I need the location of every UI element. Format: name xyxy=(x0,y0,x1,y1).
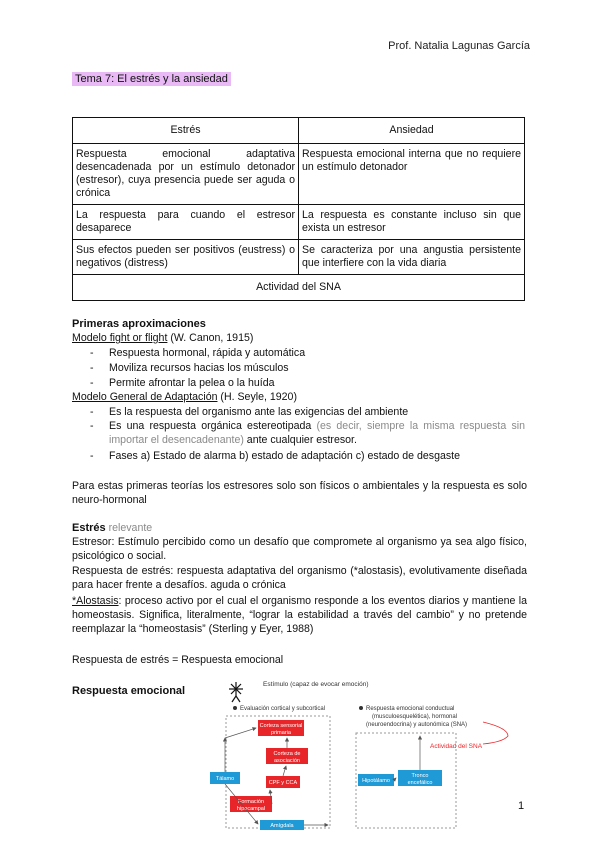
svg-text:Hipotálamo: Hipotálamo xyxy=(362,778,390,784)
table-header-row xyxy=(73,118,525,144)
response-label-3: (neuroendocrina) y autonómica (SNA) xyxy=(366,722,468,728)
section-title-respuesta-emocional: Respuesta emocional xyxy=(72,685,186,697)
header-cell-ansiedad: Ansiedad xyxy=(299,118,525,144)
model-ref: (H. Seyle, 1920) xyxy=(217,391,297,403)
theories-note: Para estas primeras teorías los estresores solo son físicos o ambientales y la respuesta es solo neuro-hormonal xyxy=(72,480,527,506)
svg-text:Tálamo: Tálamo xyxy=(215,776,235,782)
svg-text:encefálico: encefálico xyxy=(407,780,433,786)
section-title-estres: Estrés relevante xyxy=(72,522,153,534)
table-cell: Sus efectos pueden ser positivos (eustress) o negativos (distress) xyxy=(73,240,299,275)
svg-text:Formación: Formación xyxy=(238,799,264,805)
topic-title: Tema 7: El estrés y la ansiedad xyxy=(72,72,231,86)
table-cell: La respuesta es constante incluso sin que exista un estresor xyxy=(299,205,525,240)
svg-text:Corteza sensorial: Corteza sensorial xyxy=(259,723,303,729)
svg-text:Corteza de: Corteza de xyxy=(273,751,301,757)
emotional-response-diagram xyxy=(208,678,528,838)
author-header: Prof. Natalia Lagunas García xyxy=(388,40,530,52)
table-row xyxy=(73,144,525,205)
stimulus-burst-icon xyxy=(229,682,243,702)
model-name: Modelo fight or flight xyxy=(72,332,168,344)
table-footer-cell: Actividad del SNA xyxy=(73,275,525,301)
svg-text:primaria: primaria xyxy=(271,730,291,736)
svg-text:asociación: asociación xyxy=(274,758,300,764)
model-fight-or-flight xyxy=(72,331,527,345)
svg-text:Amígdala: Amígdala xyxy=(270,823,294,829)
table-cell: La respuesta para cuando el estresor desaparece xyxy=(73,205,299,240)
table-cell: Respuesta emocional interna que no requiere un estímulo detonador xyxy=(299,144,525,205)
def-respuesta-estres: Respuesta de estrés: respuesta adaptativa del organismo (*alostasis), evolutivamente diseñada para hacer frente a desafíos. aguda o crónica xyxy=(72,565,527,591)
table-row xyxy=(73,240,525,275)
header-cell-estres: Estrés xyxy=(73,118,299,144)
model-ref: (W. Canon, 1915) xyxy=(167,332,254,344)
sna-note: Actividad del SNA xyxy=(430,743,483,750)
page-number: 1 xyxy=(518,800,525,812)
stress-equation: Respuesta de estrés = Respuesta emocional xyxy=(72,654,284,666)
section-title-primeras: Primeras aproximaciones xyxy=(72,318,206,330)
aside-note: (es decir, siempre la misma respuesta sin importar el desencadenante) xyxy=(109,420,525,446)
comparison-table xyxy=(72,117,525,301)
response-label-2: (musculoesquelética), hormonal xyxy=(372,714,458,720)
svg-text:Tronco: Tronco xyxy=(411,773,429,779)
response-label-1: Respuesta emocional conductual xyxy=(366,706,455,712)
table-cell: Respuesta emocional adaptativa desencadenada por un estímulo detonador (estresor), cuya presencia puede ser aguda o crónica xyxy=(73,144,299,205)
table-footer-row xyxy=(73,275,525,301)
table-row xyxy=(73,205,525,240)
svg-text:hipocampal: hipocampal xyxy=(236,806,266,812)
stimulus-label: Estímulo (capaz de evocar emoción) xyxy=(263,681,369,688)
svg-text:CPF y CCA: CPF y CCA xyxy=(268,780,298,786)
model-name: Modelo General de Adaptación xyxy=(72,391,218,403)
eval-label: Evaluación cortical y subcortical xyxy=(240,706,326,712)
def-alostasis: *Alostasis: proceso activo por el cual el organismo responde a los eventos diarios y mantiene la homeostasis. Significa, literalmente, “lograr la estabilidad a través del cambio” y no pretende reemplazar la “homeostasis” (Sterling y Eyer, 1988) xyxy=(72,595,527,635)
def-estresor: Estresor: Estímulo percibido como un desafío que compromete al organismo ya sea algo físico, psicológico o social. xyxy=(72,536,527,562)
model-general-adaptacion xyxy=(72,390,527,404)
relevance-tag: relevante xyxy=(108,522,153,534)
table-cell: Se caracteriza por una angustia persistente que interfiere con la vida diaria xyxy=(299,240,525,275)
